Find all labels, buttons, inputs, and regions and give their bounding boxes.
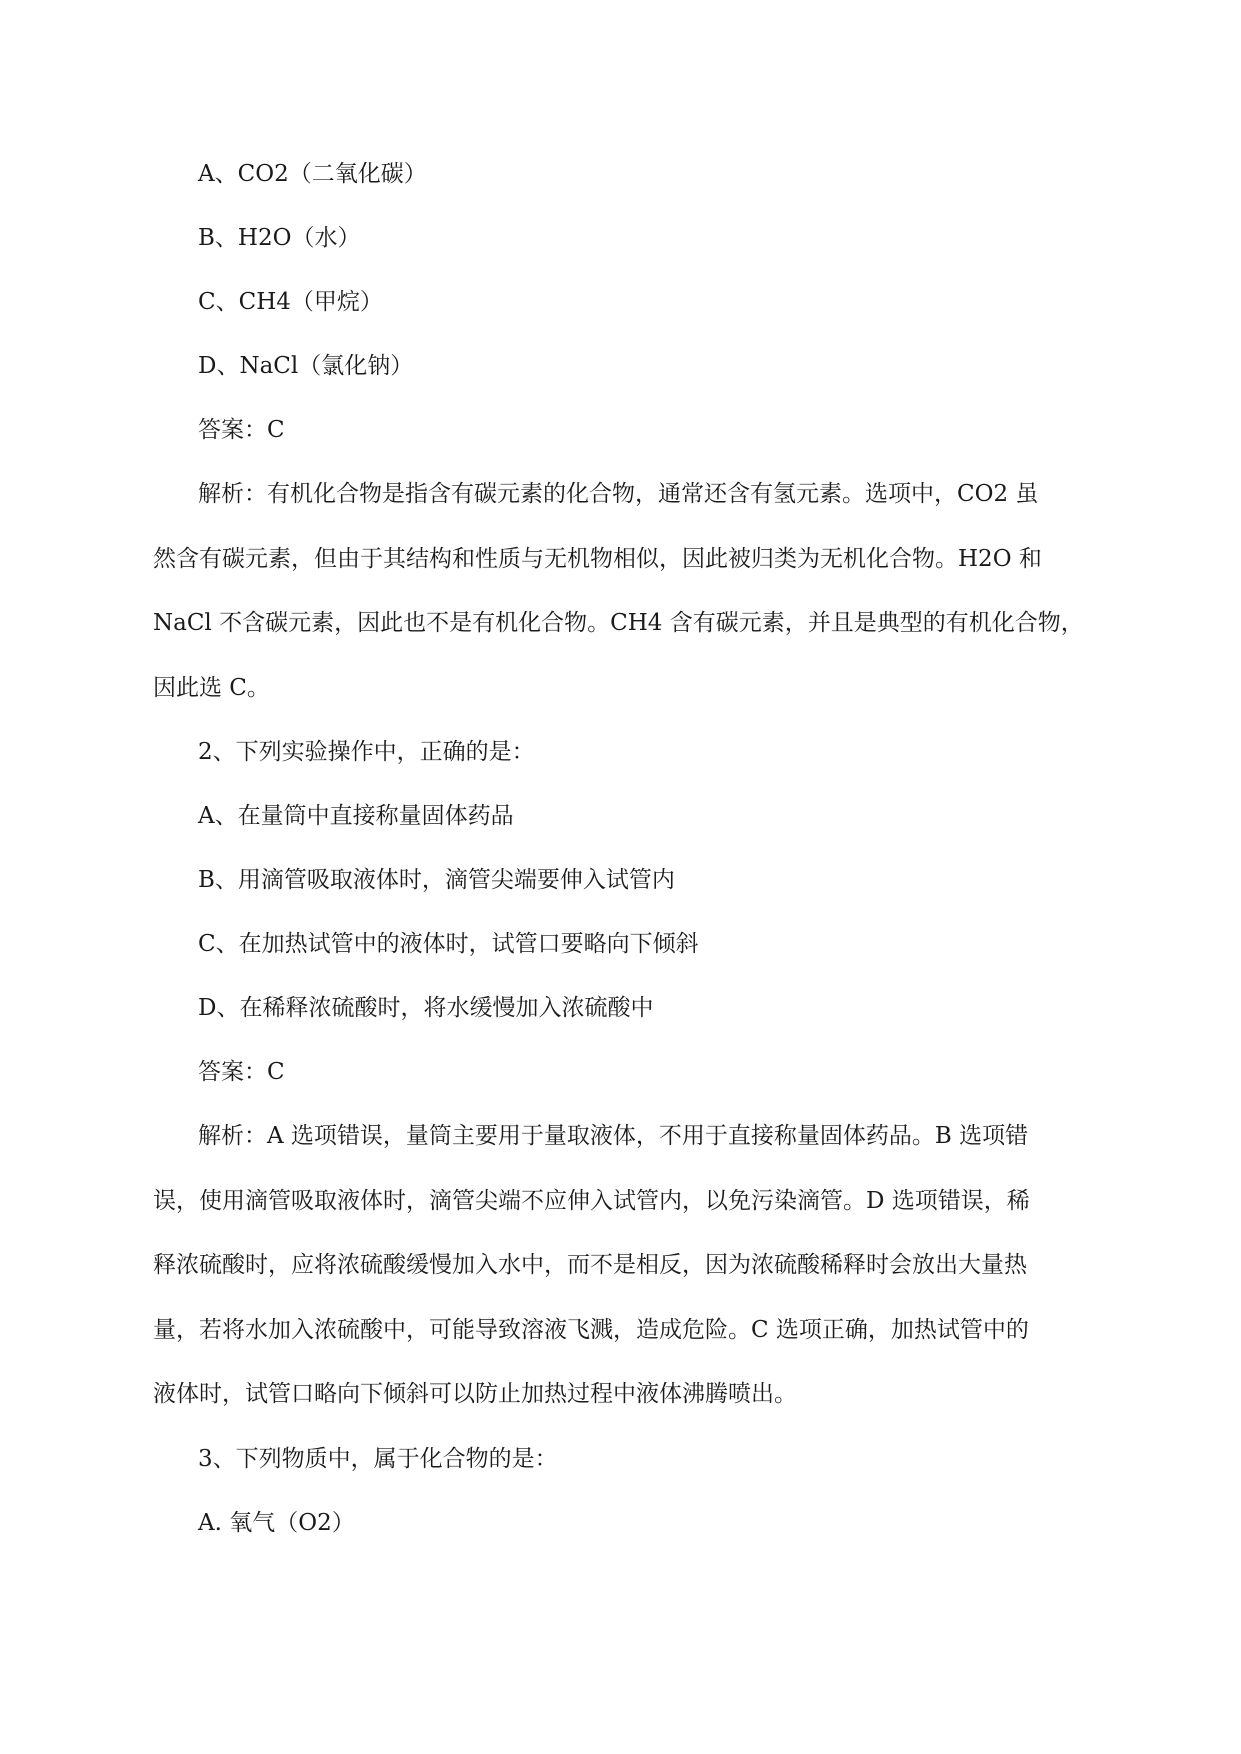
- q2-option-a: A、在量筒中直接称量固体药品: [198, 803, 514, 829]
- q1-option-b: B、H2O（水）: [198, 225, 361, 251]
- q2-analysis-line: 解析：A 选项错误，量筒主要用于量取液体，不用于直接称量固体药品。B 选项错: [198, 1123, 1029, 1149]
- q2-analysis-line: 释浓硫酸时，应将浓硫酸缓慢加入水中，而不是相反，因为浓硫酸稀释时会放出大量热: [153, 1252, 1027, 1278]
- q2-option-b: B、用滴管吸取液体时，滴管尖端要伸入试管内: [198, 867, 675, 893]
- q2-option-d: D、在稀释浓硫酸时，将水缓慢加入浓硫酸中: [198, 995, 654, 1021]
- q1-option-d: D、NaCl（氯化钠）: [198, 353, 414, 379]
- q1-analysis-line: 然含有碳元素，但由于其结构和性质与无机物相似，因此被归类为无机化合物。H2O 和: [153, 545, 1042, 572]
- q1-analysis-line: NaCl 不含碳元素，因此也不是有机化合物。CH4 含有碳元素，并且是典型的有机化合物，: [153, 610, 1084, 636]
- q2-option-c: C、在加热试管中的液体时，试管口要略向下倾斜: [198, 931, 699, 957]
- q1-analysis-line: 因此选 C。: [153, 674, 270, 701]
- q1-option-a: A、CO2（二氧化碳）: [198, 161, 427, 187]
- q2-question: 2、下列实验操作中，正确的是：: [198, 739, 535, 765]
- q2-analysis-line: 误，使用滴管吸取液体时，滴管尖端不应伸入试管内，以免污染滴管。D 选项错误，稀: [153, 1187, 1030, 1214]
- q2-analysis: [153, 1104, 1093, 1427]
- q2-analysis-line: 液体时，试管口略向下倾斜可以防止加热过程中液体沸腾喷出。: [153, 1381, 797, 1407]
- q1-analysis: [153, 462, 1093, 720]
- document-page: [153, 142, 1093, 1555]
- q1-analysis-line: 解析：有机化合物是指含有碳元素的化合物，通常还含有氢元素。选项中，CO2 虽: [198, 481, 1039, 507]
- q2-answer: 答案：C: [198, 1059, 285, 1085]
- q1-answer: 答案：C: [198, 417, 285, 443]
- q1-option-c: C、CH4（甲烷）: [198, 289, 383, 315]
- q3-option-a: A. 氧气（O2）: [198, 1509, 355, 1536]
- q3-question: 3、下列物质中，属于化合物的是：: [198, 1445, 558, 1472]
- q2-analysis-line: 量，若将水加入浓硫酸中，可能导致溶液飞溅，造成危险。C 选项正确，加热试管中的: [153, 1316, 1029, 1343]
